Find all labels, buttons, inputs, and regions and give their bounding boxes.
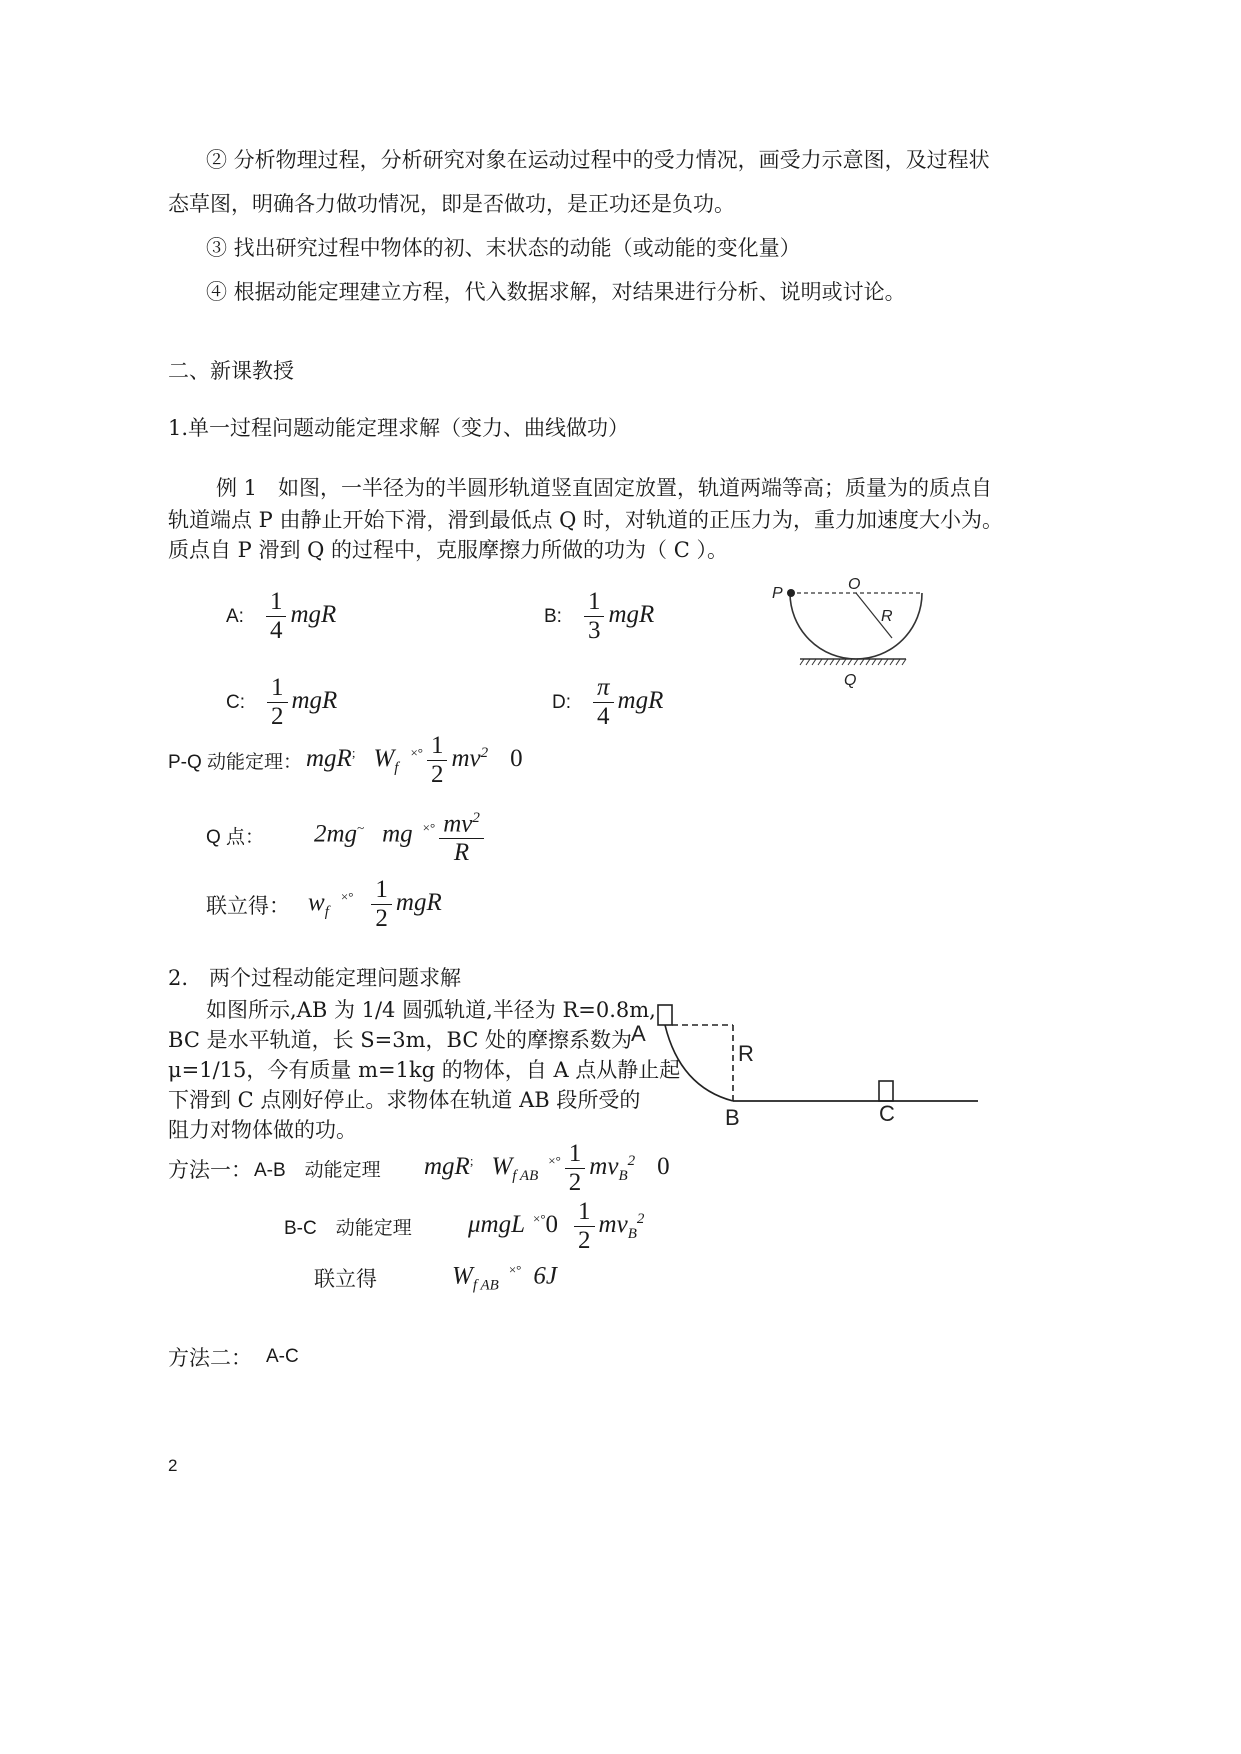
problem2-line-5: 阻力对物体做的功。: [168, 1118, 357, 1142]
eq1-label: P-Q 动能定理：: [168, 752, 303, 773]
result-label: 联立得: [314, 1267, 377, 1292]
bc-fraction: $\frac{1}{2}$: [574, 1198, 595, 1255]
option-c-term: mgR: [291, 687, 338, 715]
section-title: 二、新课教授: [168, 359, 294, 383]
option-b-term: mgR: [608, 601, 655, 629]
m1-fraction: $\frac{1}{2}$: [565, 1140, 586, 1197]
method2-label: 方法二：: [168, 1346, 252, 1370]
bc-segment: B-C 动能定理: [284, 1218, 412, 1239]
semicircle-track-figure: [760, 576, 940, 696]
equation-pq: [168, 732, 523, 789]
step-2-line-2: 态草图，明确各力做功情况，即是否做功，是正功还是负功。: [168, 192, 735, 216]
bc-glyph: ×°: [533, 1210, 546, 1226]
part2-heading: 2. 两个过程动能定理问题求解: [168, 966, 462, 990]
option-a-term: mgR: [290, 601, 337, 629]
option-d: [552, 674, 663, 731]
step-2-line-1: ② 分析物理过程，分析研究对象在运动过程中的受力情况，画受力示意图，及过程状: [206, 148, 990, 172]
problem2-line-2: BC 是水平轨道，长 S=3m，BC 处的摩擦系数为: [168, 1028, 633, 1052]
method2-segment: A-C: [266, 1346, 299, 1367]
fig2-label-c: C: [879, 1101, 895, 1126]
example1-line-1: 例 1 如图，一半径为的半圆形轨道竖直固定放置，轨道两端等高；质量为的质点自: [216, 476, 993, 500]
method2: [168, 1342, 299, 1372]
fig1-label-r: R: [881, 608, 893, 625]
m1-glyph: ;: [469, 1152, 474, 1168]
method1-result: [314, 1262, 557, 1294]
eq1-term: mgR: [306, 745, 352, 773]
res-work: W: [452, 1262, 473, 1290]
eq2-label: Q 点：: [206, 827, 265, 849]
method1-segment: A-B 动能定理: [254, 1160, 381, 1181]
m1-glyph-2: ×°: [548, 1152, 561, 1168]
bc-zero: 0: [545, 1211, 559, 1239]
fig2-label-b: B: [725, 1105, 740, 1130]
arc-track-figure: [625, 995, 985, 1135]
eq2-term: 2mg: [314, 820, 358, 848]
eq1-zero: 0: [510, 745, 523, 773]
m1-mv: mv: [589, 1153, 619, 1181]
option-d-fraction: $\frac{\pi}{4}$: [593, 674, 614, 731]
bc-sup: 2: [636, 1210, 645, 1227]
fig1-label-p: P: [772, 585, 783, 602]
method1-bc: [284, 1198, 644, 1255]
step-4: ④ 根据动能定理建立方程，代入数据求解，对结果进行分析、说明或讨论。: [206, 280, 906, 304]
fig2-label-a: A: [631, 1021, 646, 1046]
m1-work-sub: f AB: [512, 1168, 539, 1185]
eq3-label: 联立得：: [206, 893, 290, 918]
option-a: [226, 588, 336, 645]
eq1-work-sub: f: [394, 760, 399, 777]
page-number: 2: [168, 1456, 178, 1475]
problem2-line-4: 下滑到 C 点刚好停止。求物体在轨道 AB 段所受的: [168, 1088, 641, 1112]
option-b: [544, 588, 654, 645]
problem2-line-3: μ=1/15，今有质量 m=1kg 的物体，自 A 点从静止起: [168, 1058, 681, 1082]
method1-ab: [168, 1140, 670, 1197]
eq1-glyph: ;: [351, 744, 356, 760]
fig1-label-q: Q: [844, 672, 857, 689]
res-work-sub: f AB: [472, 1277, 499, 1294]
bc-mv: mv: [598, 1211, 628, 1239]
option-a-label: A:: [226, 605, 244, 627]
eq1-fraction: $\frac{1}{2}$: [427, 732, 448, 789]
m1-sup: 2: [627, 1152, 636, 1169]
eq3-term: mgR: [395, 889, 442, 917]
equation-result-1: [206, 876, 442, 933]
eq3-work-sub: f: [324, 904, 329, 921]
eq3-work: w: [308, 889, 325, 917]
problem2-line-1: 如图所示,AB 为 1/4 圆弧轨道,半径为 R=0.8m,: [206, 998, 656, 1022]
eq2-mg: mg: [382, 820, 413, 848]
eq1-glyph-2: ×°: [410, 744, 423, 760]
eq2-glyph-2: ×°: [422, 820, 436, 836]
example1-line-2: 轨道端点 P 由静止开始下滑，滑到最低点 Q 时，对轨道的正压力为，重力加速度大小为。: [168, 508, 1004, 532]
eq1-mv: mv: [451, 745, 481, 773]
m1-sub: B: [618, 1168, 628, 1185]
option-c-fraction: $\frac{1}{2}$: [267, 674, 288, 731]
eq2-fraction: $\frac{mv^2}{R}$: [439, 804, 484, 867]
m1-zero: 0: [657, 1153, 670, 1181]
option-d-label: D:: [552, 691, 571, 713]
equation-q-point: [206, 804, 488, 867]
res-glyph: ×°: [508, 1262, 522, 1277]
option-c: [226, 674, 337, 731]
eq3-glyph: ×°: [340, 888, 354, 904]
step-3: ③ 找出研究过程中物体的初、末状态的动能（或动能的变化量）: [206, 236, 801, 260]
eq1-work: W: [373, 745, 395, 773]
bc-term: μmgL: [468, 1211, 526, 1239]
option-d-term: mgR: [617, 687, 664, 715]
option-c-label: C:: [226, 691, 245, 713]
method1-label: 方法一：: [168, 1157, 252, 1182]
fig2-label-r: R: [738, 1041, 754, 1066]
m1-term: mgR: [424, 1153, 470, 1181]
res-value: 6J: [533, 1262, 557, 1290]
option-b-fraction: $\frac{1}{3}$: [584, 588, 605, 645]
eq1-sup: 2: [480, 744, 489, 761]
fig1-label-o: O: [848, 576, 861, 593]
option-b-label: B:: [544, 605, 562, 627]
option-a-fraction: $\frac{1}{4}$: [266, 588, 287, 645]
m1-work: W: [491, 1153, 513, 1181]
eq3-fraction: $\frac{1}{2}$: [371, 876, 392, 933]
bc-sub: B: [627, 1226, 637, 1243]
example1-line-3: 质点自 P 滑到 Q 的过程中，克服摩擦力所做的功为（ C ）。: [168, 538, 728, 562]
eq2-glyph: ~: [357, 820, 365, 836]
part1-heading: 1.单一过程问题动能定理求解（变力、曲线做功）: [168, 416, 630, 440]
